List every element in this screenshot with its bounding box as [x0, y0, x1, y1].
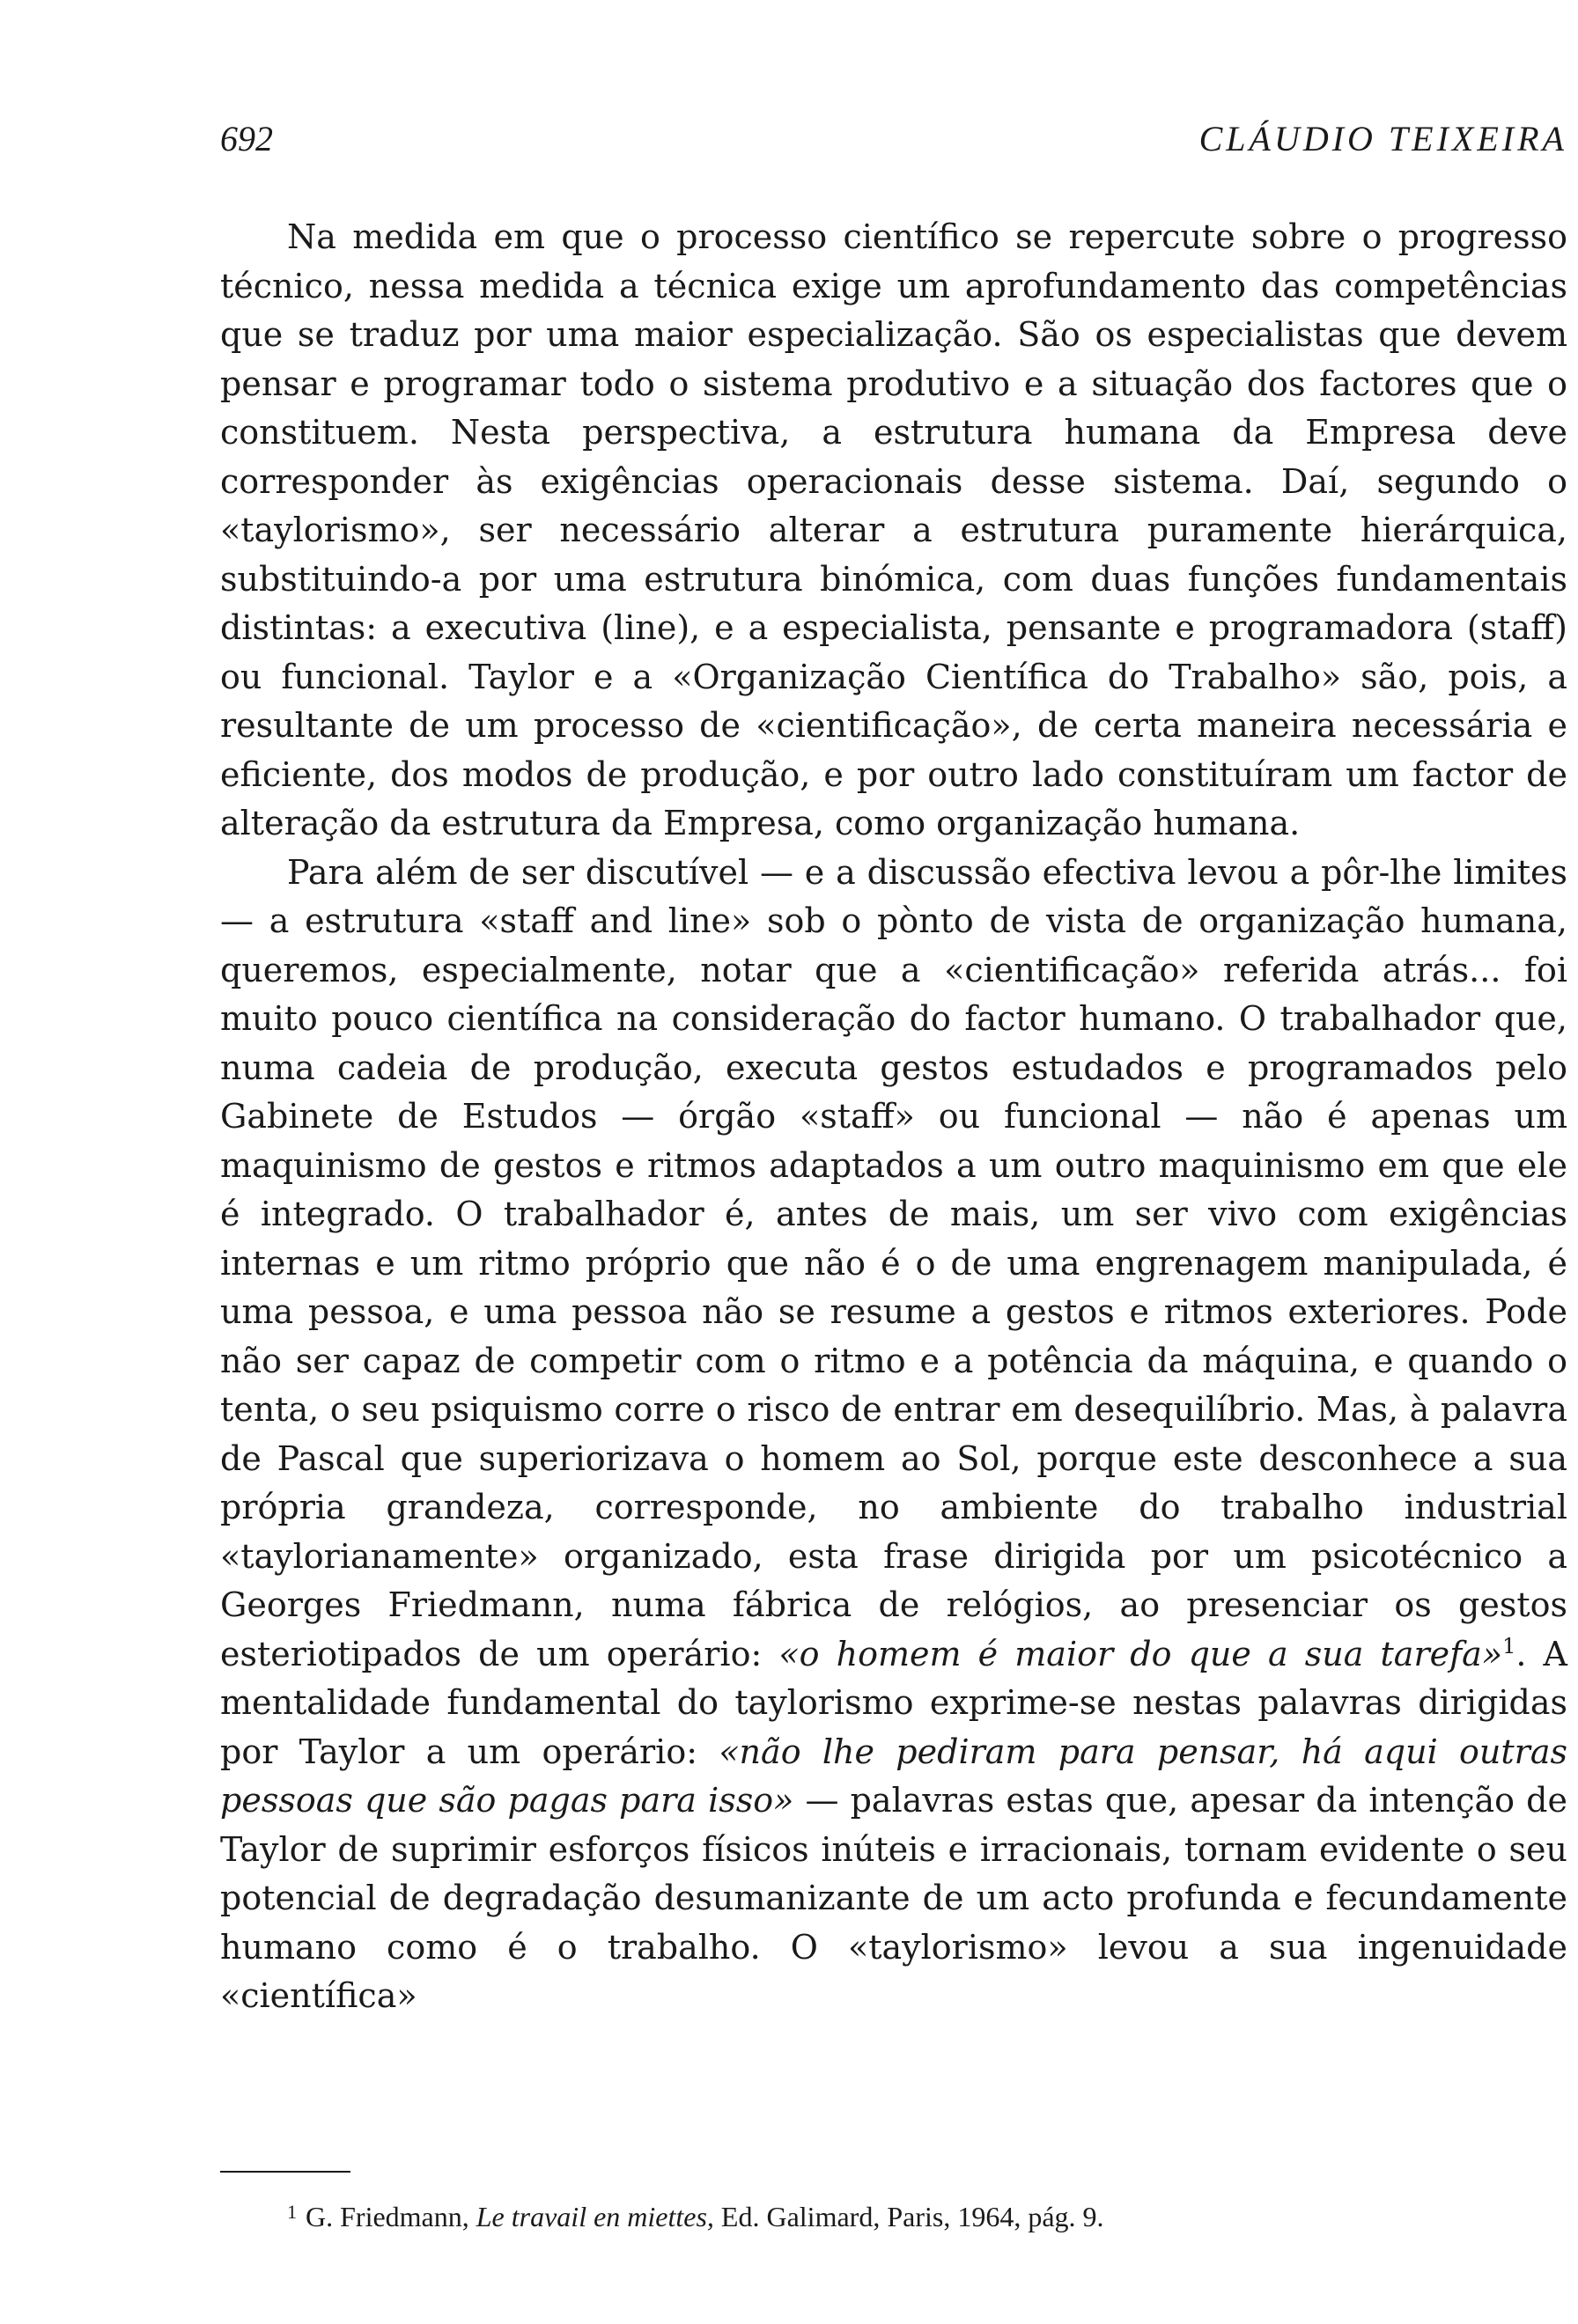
paragraph-text: — palavras estas que, apesar da intenção de Taylor de suprimir esforços físicos inúteis e irracionais, tornam evidente o seu potencial de degradação desumanizante de um acto profunda e fecundamente humano como é o trabalho. O «taylorismo» levou a sua ingenuidade «científica» — [220, 1781, 1567, 2015]
page-number: 692 — [220, 119, 273, 158]
footnote-author: G. Friedmann, — [306, 2201, 476, 2232]
paragraph-text: Na medida em que o processo científico se repercute sobre o progresso técnico, nessa medida a técnica exige um aprofundamento das competências que se traduz por uma maior especialização. São os especialistas que devem pensar e programar todo o sistema produtivo e a situação dos factores que o constituem. Nesta perspectiva, a estrutura humana da Empresa deve corresponder às exigências operacionais desse sistema. Daí, segundo o «taylorismo», ser necessário alterar a estrutura puramente hierárquica, substituindo-a por uma estrutura binómica, com duas funções fundamentais distintas: a executiva (line), e a especialista, pensante e programadora (staff) ou funcional. Taylor e a «Organização Científica do Trabalho» são, pois, a resultante de um processo de «cientificação», de certa maneira necessária e eficiente, dos modos de produção, e por outro lado constituíram um factor de alteração da estrutura da Empresa, como organização humana. — [220, 217, 1567, 842]
footnote — [287, 2193, 1567, 2236]
italic-quote: «não lhe pediram para pensar, há aqui outras pessoas que são pagas para isso» — [220, 1732, 1567, 1820]
paragraph — [220, 213, 1567, 849]
italic-quote: «o homem é maior do que a sua tarefa» — [778, 1634, 1503, 1673]
footnote-separator — [220, 2171, 350, 2173]
running-head — [220, 113, 1567, 165]
footnote-mark: 1 — [287, 2201, 297, 2223]
body-text — [220, 213, 1567, 2021]
paragraph-text: Para além de ser discutível — e a discussão efectiva levou a pôr-lhe limites — a estrutura «staff and line» sob o pònto de vista de organização humana, queremos, especialmente, notar que a «cientificação» referida atrás... foi muito pouco científica na consideração do factor humano. O trabalhador que, numa cadeia de produção, executa gestos estudados e programados pelo Gabinete de Estudos — órgão «staff» ou funcional — não é apenas um maquinismo de gestos e ritmos adaptados a um outro maquinismo em que ele é integrado. O trabalhador é, antes de mais, um ser vivo com exigências internas e um ritmo próprio que não é o de uma engrenagem manipulada, é uma pessoa, e uma pessoa não se resume a gestos e ritmos exteriores. Pode não ser capaz de competir com o ritmo e a potência da máquina, e quando o tenta, o seu psiquismo corre o risco de entrar em desequilíbrio. Mas, à palavra de Pascal que superiorizava o homem ao Sol, porque este desconhece a sua própria grandeza, corresponde, no ambiente do trabalho industrial «taylorianamente» organizado, esta frase dirigida por um psicotécnico a Georges Friedmann, numa fábrica de relógios, ao presenciar os gestos esteriotipados de um operário: — [220, 852, 1567, 1673]
footnote-reference[interactable]: 1 — [1502, 1633, 1516, 1658]
footnote-title: Le travail en miettes, — [476, 2201, 714, 2232]
footnote-details: Ed. Galimard, Paris, 1964, pág. 9. — [713, 2201, 1104, 2232]
paragraph-text: . A mentalidade fundamental do taylorismo exprime-se nestas palavras dirigidas por Taylor a um operário: — [220, 1634, 1568, 1771]
paragraph — [220, 849, 1567, 2021]
running-head-author: CLÁUDIO TEIXEIRA — [1198, 119, 1567, 158]
